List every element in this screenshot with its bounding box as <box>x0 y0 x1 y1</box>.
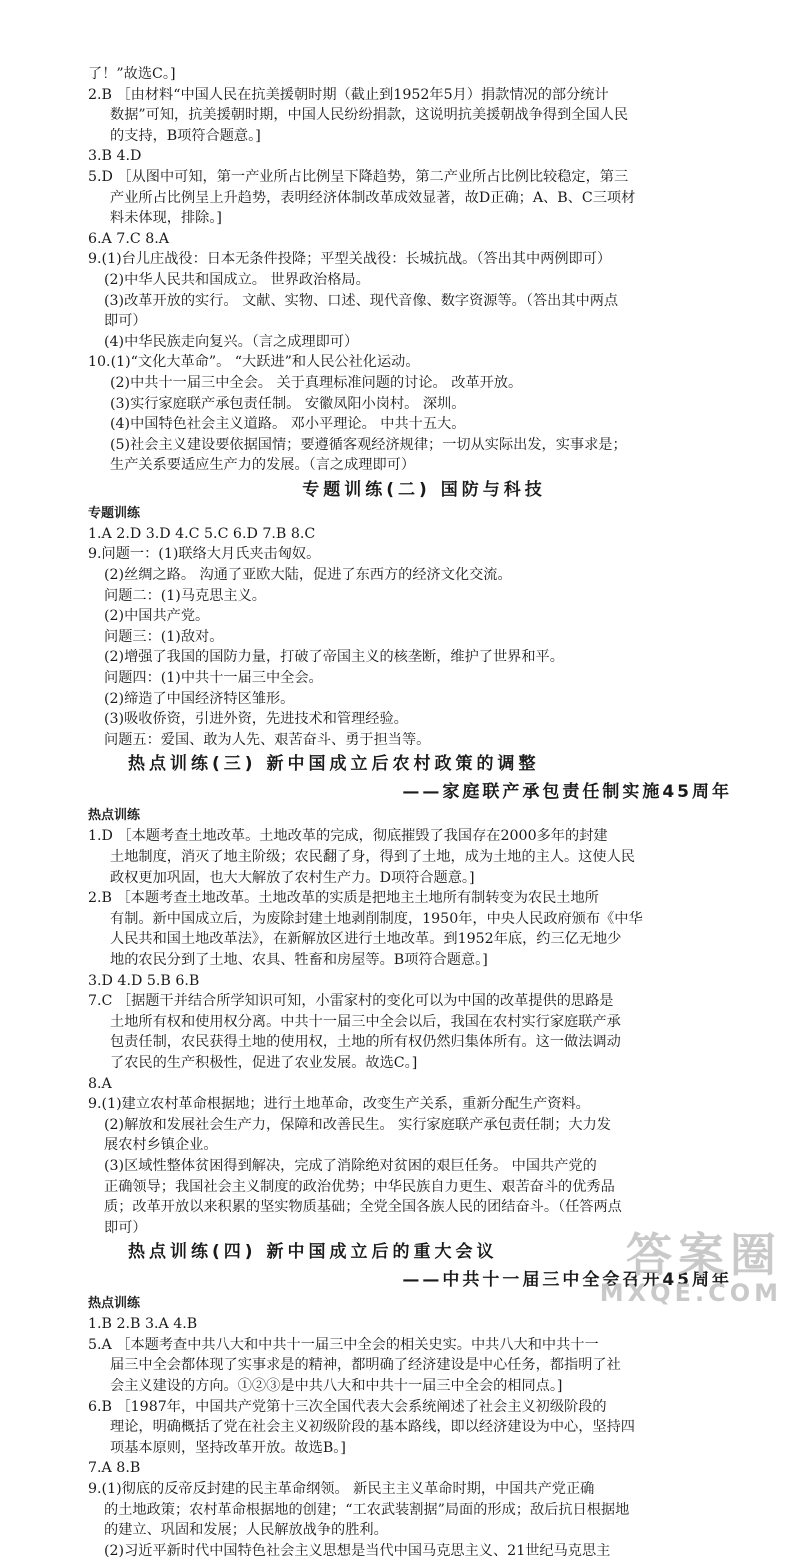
text-line: 3.D 4.D 5.B 6.B <box>88 972 200 989</box>
section-heading: 热点训练(四) 新中国成立后的重大会议 <box>128 1242 498 1263</box>
section-heading: ——中共十一届三中全会召开45周年 <box>402 1270 732 1291</box>
text-line: 地的农民分到了土地、农具、牲畜和房屋等。B项符合题意。] <box>110 951 488 968</box>
text-line: (2)增强了我国的国防力量，打破了帝国主义的核垄断，维护了世界和平。 <box>104 649 564 666</box>
answer-text <box>88 64 760 1561</box>
text-line: 数据”可知，抗美援朝时期，中国人民纷纷捐款，这说明抗美援朝战争得到全国人民 <box>110 107 629 124</box>
text-line: 6.B ［1987年，中国共产党第十三次全国代表大会系统阐述了社会主义初级阶段的 <box>88 1398 607 1415</box>
text-line: (3)吸收侨资，引进外资，先进技术和管理经验。 <box>104 711 408 728</box>
text-line: 生产关系要适应生产力的发展。（言之成理即可） <box>110 457 416 474</box>
text-line: (2)中共十一届三中全会。 关于真理标准问题的讨论。 改革开放。 <box>110 374 523 391</box>
watermark-url: MXQE.COM <box>599 1279 782 1307</box>
text-line: 有制。新中国成立后，为废除封建土地剥削制度，1950年，中央人民政府颁布《中华 <box>110 910 643 927</box>
text-line: 问题二：(1)马克思主义。 <box>104 587 266 604</box>
text-line: (2)丝绸之路。 沟通了亚欧大陆，促进了东西方的经济文化交流。 <box>104 567 512 584</box>
text-line: 土地制度，消灭了地主阶级；农民翻了身，得到了土地，成为土地的主人。这使人民 <box>110 849 635 865</box>
text-line: 9.(1)建立农村革命根据地；进行土地革命，改变生产关系，重新分配生产资料。 <box>88 1096 590 1113</box>
text-line: 理论，明确概括了党在社会主义初级阶段的基本路线，即以经济建设为中心，坚持四 <box>110 1419 635 1436</box>
section-heading: 热点训练(三) 新中国成立后农村政策的调整 <box>128 754 540 775</box>
text-line: 质；改革开放以来积累的坚实物质基础；全党全国各族人民的团结奋斗。（任答两点 <box>104 1199 622 1216</box>
text-line: 7.C ［据题干并结合所学知识可知，小雷家村的变化可以为中国的改革提供的思路是 <box>88 993 614 1010</box>
text-line: 5.D ［从图中可知，第一产业所占比例呈下降趋势，第二产业所占比例比较稳定，第三 <box>88 168 629 185</box>
text-line: 会主义建设的方向。①②③是中共八大和中共十一届三中全会的相同点。] <box>110 1378 563 1395</box>
text-line: 2.B ［本题考查土地改革。土地改革的实质是把地主土地所有制转变为农民土地所 <box>88 890 599 907</box>
text-line: (5)社会主义建设要依据国情；要遵循客观经济规律；一切从实际出发，实事求是； <box>110 436 627 453</box>
text-line: 料未体现，排除。] <box>110 210 222 227</box>
text-line: (2)缔造了中国经济特区雏形。 <box>104 690 295 707</box>
section-subheading: 热点训练 <box>88 808 141 824</box>
text-line: (3)实行家庭联产承包责任制。 安徽凤阳小岗村。 深圳。 <box>110 395 466 412</box>
text-line: 届三中全会都体现了实事求是的精神，都明确了经济建设是中心任务，都指明了社 <box>110 1357 621 1374</box>
text-line: (2)解放和发展社会生产力，保障和改善民生。 实行家庭联产承包责任制；大力发 <box>104 1116 611 1133</box>
watermark-logo: 答案圈 <box>626 1228 782 1282</box>
text-line: (4)中华民族走向复兴。（言之成理即可） <box>104 333 359 350</box>
text-line: 问题五：爱国、敢为人先、艰苦奋斗、勇于担当等。 <box>104 731 431 748</box>
text-line: (2)中国共产党。 <box>104 608 210 625</box>
text-line: 7.A 8.B <box>88 1460 141 1477</box>
section-heading: ——家庭联产承包责任制实施45周年 <box>402 782 732 803</box>
text-line: 产业所占比例呈上升趋势，表明经济体制改革成效显著，故D正确；A、B、C三项材 <box>110 189 636 206</box>
text-line: 5.A ［本题考查中共八大和中共十一届三中全会的相关史实。中共八大和中共十一 <box>88 1336 599 1353</box>
text-line: (4)中国特色社会主义道路。 邓小平理论。 中共十五大。 <box>110 416 466 433</box>
text-line: 即可） <box>104 1219 147 1236</box>
text-line: 政权更加巩固，也大大解放了农村生产力。D项符合题意。] <box>110 869 475 886</box>
text-line: 即可） <box>104 313 147 330</box>
text-line: (2)中华人民共和国成立。 世界政治格局。 <box>104 271 370 288</box>
section-subheading: 专题训练 <box>88 505 141 521</box>
text-line: 9.问题一：(1)联络大月氏夹击匈奴。 <box>88 546 321 563</box>
text-line: 9.(1)台儿庄战役：日本无条件投降；平型关战役：长城抗战。（答出其中两例即可） <box>88 251 612 268</box>
text-line: 1.A 2.D 3.D 4.C 5.C 6.D 7.B 8.C <box>88 525 316 542</box>
text-line: 展农村乡镇企业。 <box>104 1137 218 1154</box>
text-line: 的建立、巩固和发展；人民解放战争的胜利。 <box>104 1522 388 1539</box>
text-line: 的支持，B项符合题意。] <box>110 127 261 144</box>
text-line: (2)习近平新时代中国特色社会主义思想是当代中国马克思主义、21世纪马克思主 <box>104 1542 611 1559</box>
text-line: (3)改革开放的实行。 文献、实物、口述、现代音像、数字资源等。（答出其中两点 <box>104 292 619 309</box>
text-line: 9.(1)彻底的反帝反封建的民主革命纲领。 新民主主义革命时期，中国共产党正确 <box>88 1481 595 1498</box>
section-heading: 专题训练(二) 国防与科技 <box>302 479 546 500</box>
text-line: 6.A 7.C 8.A <box>88 230 169 247</box>
text-line: 问题三：(1)敌对。 <box>104 628 224 645</box>
text-line: 包责任制，农民获得土地的使用权，土地的所有权仍然归集体所有。这一做法调动 <box>110 1034 621 1051</box>
text-line: 土地所有权和使用权分离。中共十一届三中全会以后，我国在农村实行家庭联产承 <box>110 1013 621 1030</box>
text-line: 人民共和国土地改革法》，在新解放区进行土地改革。到1952年底，约三亿无地少 <box>110 931 622 948</box>
text-line: 3.B 4.D <box>88 148 142 165</box>
text-line: 问题四：(1)中共十一届三中全会。 <box>104 670 323 687</box>
text-line: (3)区域性整体贫困得到解决，完成了消除绝对贫困的艰巨任务。 中国共产党的 <box>104 1157 597 1174</box>
text-line: 1.B 2.B 3.A 4.B <box>88 1316 198 1333</box>
text-line: 了农民的生产积极性，促进了农业发展。故选C。] <box>110 1054 418 1071</box>
section-subheading: 热点训练 <box>88 1296 141 1312</box>
watermark <box>600 1230 782 1306</box>
text-line: 2.B ［由材料“中国人民在抗美援朝时期（截止到1952年5月）捐款情况的部分统计 <box>88 86 609 103</box>
text-line: 的土地政策；农村革命根据地的创建；“工农武装割据”局面的形成；敌后抗日根据地 <box>104 1501 630 1518</box>
text-line: 10.(1)“文化大革命”。 “大跃进”和人民公社化运动。 <box>88 354 420 371</box>
text-line: 正确领导；我国社会主义制度的政治优势；中华民族自力更生、艰苦奋斗的优秀品 <box>104 1178 615 1195</box>
text-line: 1.D ［本题考查土地改革。土地改革的完成，彻底摧毁了我国存在2000多年的封建 <box>88 828 608 845</box>
text-line: 项基本原则，坚持改革开放。故选B。] <box>110 1439 346 1456</box>
text-line: 了！”故选C。] <box>88 66 176 82</box>
text-line: 8.A <box>88 1075 112 1092</box>
